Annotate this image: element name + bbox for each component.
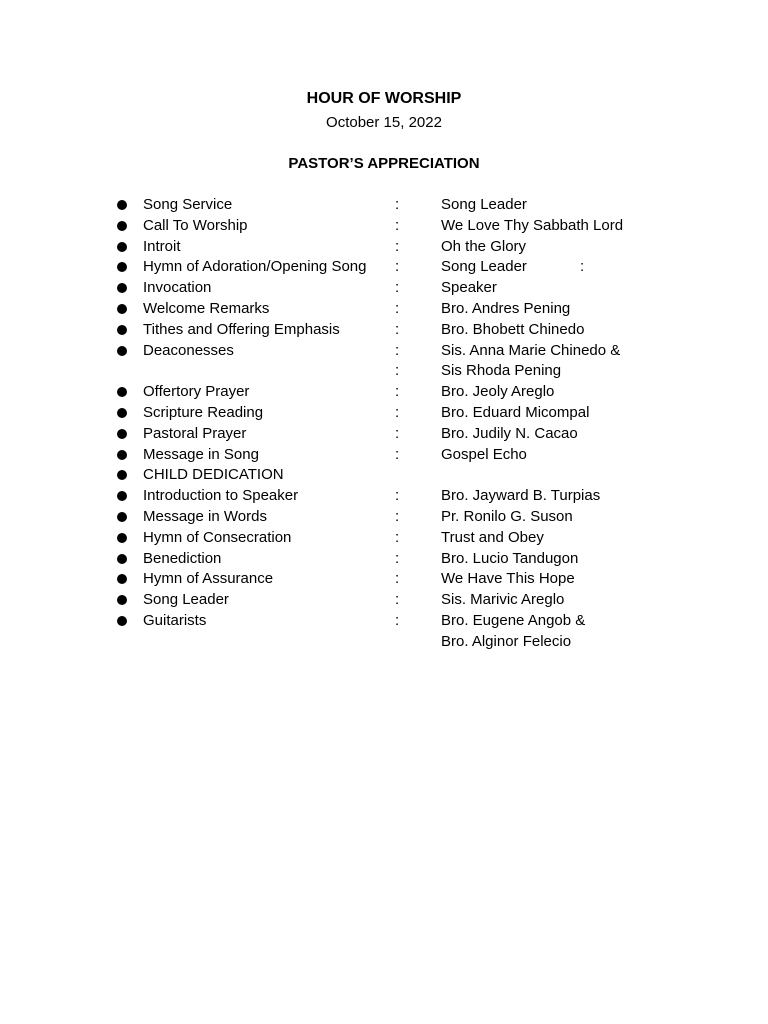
program-item-value: Bro. Andres Pening [441,299,571,317]
program-item-label: Song Service [143,196,233,213]
program-item-label: Message in Song [143,445,259,463]
program-item [0,445,768,466]
program-item [0,569,768,590]
bullet-icon [117,283,127,293]
program-item-separator: : [395,279,400,297]
program-item-value: Bro. Jeoly Areglo [441,383,555,401]
program-item [0,361,768,382]
program-list [0,195,768,653]
bullet-icon [117,408,127,418]
program-item [0,195,768,216]
program-item-label: Song Leader [143,591,229,609]
bullet-icon [117,533,127,543]
program-item-separator: : [395,424,400,442]
program-item [0,278,768,299]
program-item [0,341,768,362]
program-item-label: Hymn of Assurance [143,570,274,588]
program-item-label: Benediction [143,549,222,567]
program-item-value: Speaker [441,279,497,297]
program-item-separator: : [395,570,400,588]
program-item-label: Hymn of Consecration [143,528,292,546]
program-item-separator: : [395,383,400,401]
program-item-value: Oh the Glory [441,237,527,255]
page-title: HOUR OF WORSHIP [306,90,462,107]
bullet-icon [117,450,127,460]
program-item-value: Gospel Echo [441,445,527,463]
program-item [0,465,768,486]
bullet-icon [117,221,127,231]
program-item-label: Introduction to Speaker [143,487,299,505]
program-item [0,403,768,424]
bullet-icon [117,429,127,439]
program-item-separator: : [395,362,400,380]
program-item-value: Song Leader [441,196,527,213]
program-item-separator: : [395,549,400,567]
program-item-separator: : [395,445,400,463]
bullet-icon [117,387,127,397]
program-item-separator: : [395,341,400,359]
program-item-value: Sis. Anna Marie Chinedo & [441,341,621,359]
page-subtitle: PASTOR’S APPRECIATION [288,155,480,172]
program-item-value: Song Leader [441,258,527,276]
bullet-icon [117,491,127,501]
bullet-icon [117,595,127,605]
program-item-separator: : [395,507,400,525]
program-item-separator: : [395,196,400,213]
program-item [0,528,768,549]
bullet-icon [117,470,127,480]
program-item-separator: : [395,216,400,234]
program-item-value: Sis Rhoda Pening [441,362,562,380]
bullet-icon [117,554,127,564]
program-item-separator: : [395,487,400,505]
bullet-icon [117,325,127,335]
program-item-separator: : [395,403,400,421]
bullet-icon [117,512,127,522]
program-item-value: Bro. Bhobett Chinedo [441,320,585,338]
bullet-icon [117,200,127,210]
program-item-label: Deaconesses [143,341,234,359]
program-item-value: Bro. Lucio Tandugon [441,549,579,567]
program-item-separator: : [395,237,400,255]
program-item-label: Welcome Remarks [143,299,270,317]
program-item-value: Trust and Obey [441,528,544,546]
program-item-label: Guitarists [143,611,207,629]
bullet-icon [117,242,127,252]
program-item-value: Bro. Eduard Micompal [441,403,590,421]
program-item [0,237,768,258]
program-item-label: Introit [143,237,181,255]
program-item-separator: : [395,591,400,609]
program-item [0,611,768,632]
bullet-icon [117,262,127,272]
program-item-separator: : [395,528,400,546]
program-item-separator: : [395,258,400,276]
program-item-value: Bro. Judily N. Cacao [441,424,578,442]
program-item-label: Invocation [143,279,212,297]
program-item-label: Message in Words [143,507,267,525]
bullet-icon [117,616,127,626]
service-date: October 15, 2022 [326,114,442,131]
program-item-label: Offertory Prayer [143,383,250,401]
program-item-value: Pr. Ronilo G. Suson [441,507,573,525]
program-item-value: Bro. Eugene Angob & [441,611,586,629]
program-item-extra: : [580,258,585,276]
program-item [0,549,768,570]
program-item-value: Sis. Marivic Areglo [441,591,565,609]
bullet-icon [117,304,127,314]
program-item [0,257,768,278]
program-item-separator: : [395,320,400,338]
program-item-value: We Have This Hope [441,570,575,588]
program-item-label: Scripture Reading [143,403,264,421]
program-item-value: We Love Thy Sabbath Lord [441,216,624,234]
program-item [0,507,768,528]
program-item-separator: : [395,299,400,317]
program-item-label: CHILD DEDICATION [143,466,284,484]
bullet-icon [117,346,127,356]
program-item [0,216,768,237]
program-item [0,382,768,403]
program-item-value: Bro. Jayward B. Turpias [441,487,601,505]
program-item-label: Pastoral Prayer [143,424,247,442]
program-item [0,299,768,320]
program-item [0,424,768,445]
program-item [0,486,768,507]
program-item-label: Tithes and Offering Emphasis [143,320,340,338]
bullet-icon [117,574,127,584]
program-item [0,320,768,341]
program-item-value: Bro. Alginor Felecio [441,632,572,650]
program-item [0,590,768,611]
program-item-label: Call To Worship [143,216,248,234]
program-item-label: Hymn of Adoration/Opening Song [143,258,367,276]
program-item-separator: : [395,611,400,629]
program-item [0,632,768,653]
